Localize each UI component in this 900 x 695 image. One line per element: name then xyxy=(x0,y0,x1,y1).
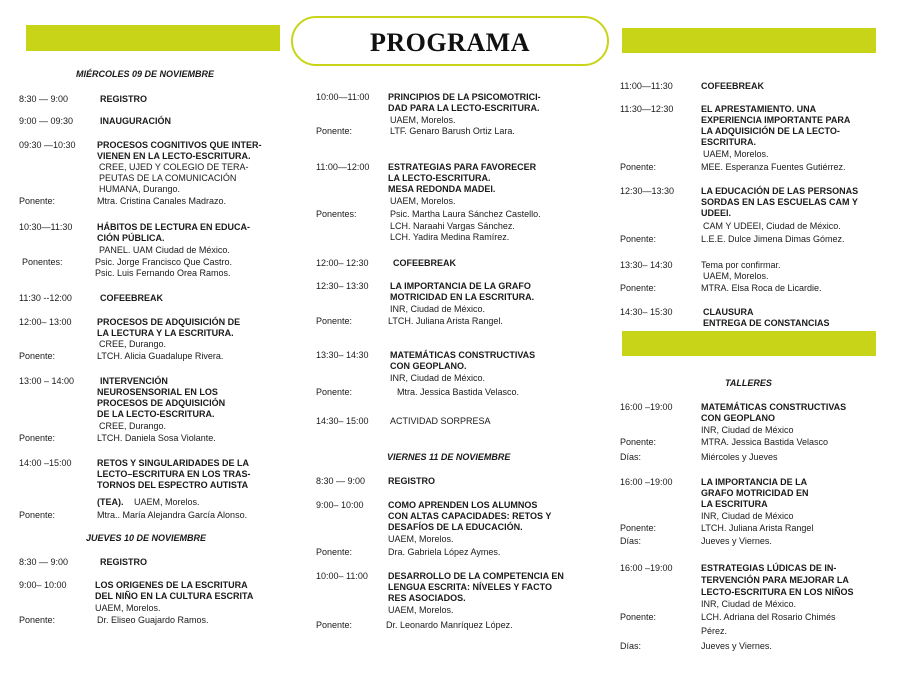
time: 9:00– 10:00 xyxy=(19,580,67,590)
speaker-label: Ponente: xyxy=(620,437,657,447)
session-title: MATEMÁTICAS CONSTRUCTIVAS xyxy=(390,350,536,360)
time: 10:00—11:00 xyxy=(316,92,370,102)
days-label: Días: xyxy=(620,536,642,546)
speaker-name: MTRA. Elsa Roca de Licardie. xyxy=(701,283,822,293)
institution: INR, Ciudad de México. xyxy=(390,373,486,383)
session-title: ACTIVIDAD SORPRESA xyxy=(390,416,491,426)
speaker-name: LTCH. Alicia Guadalupe Rivera. xyxy=(97,351,224,361)
page-title-text: PROGRAMA xyxy=(370,28,530,57)
session-title: DAD PARA LA LECTO-ESCRITURA. xyxy=(388,103,540,113)
time: 12:00– 12:30 xyxy=(316,258,369,268)
time: 16:00 –19:00 xyxy=(620,563,673,573)
session-title: INTERVENCIÓN xyxy=(100,376,168,386)
session-title: DESAFÍOS DE LA EDUCACIÓN. xyxy=(388,522,523,532)
speaker-label: Ponente: xyxy=(316,126,353,136)
speaker-name: MEE. Esperanza Fuentes Gutiérrez. xyxy=(701,162,846,172)
workshop-title: LA ESCRITURA xyxy=(701,499,768,509)
speaker-name: Dra. Gabriela López Aymes. xyxy=(388,547,501,557)
time: 12:30—13:30 xyxy=(620,186,675,196)
speaker-name: L.E.E. Dulce Jimena Dimas Gómez. xyxy=(701,234,845,244)
session-title: DE LA LECTO-ESCRITURA. xyxy=(97,409,215,419)
time: 8:30 — 9:00 xyxy=(19,94,69,104)
days-label: Días: xyxy=(620,641,642,651)
session-title: EXPERIENCIA IMPORTANTE PARA xyxy=(701,115,851,125)
session-title: CON GEOPLANO. xyxy=(390,361,467,371)
session-title: RETOS Y SINGULARIDADES DE LA xyxy=(97,458,250,468)
speaker-name: LTCH. Juliana Arista Rangel. xyxy=(388,316,503,326)
time: 12:00– 13:00 xyxy=(19,317,72,327)
institution: UAEM, Morelos. xyxy=(703,271,769,281)
workshop-title: ESTRATEGIAS LÚDICAS DE IN- xyxy=(701,563,837,573)
time: 9:00 — 09:30 xyxy=(19,116,74,126)
speaker-label: Ponente: xyxy=(620,612,657,622)
session-title: CIÓN PÚBLICA. xyxy=(97,233,165,243)
speaker-name: LCH. Adriana del Rosario Chimés xyxy=(701,612,836,622)
speaker-label: Ponente: xyxy=(316,316,353,326)
session-title: PROCESOS COGNITIVOS QUE INTER- xyxy=(97,140,262,150)
institution: INR, Ciudad de México. xyxy=(701,599,797,609)
session-title: VIENEN EN LA LECTO-ESCRITURA. xyxy=(97,151,251,161)
institution: UAEM, Morelos. xyxy=(388,534,454,544)
speaker-label: Ponentes: xyxy=(316,209,357,219)
session-title: LA LECTO-ESCRITURA. xyxy=(388,173,491,183)
time: 12:30– 13:30 xyxy=(316,281,369,291)
speaker-name: Mtra. Jessica Bastida Velasco. xyxy=(397,387,520,397)
time: 13:30– 14:30 xyxy=(620,260,673,270)
session-title: DEL NIÑO EN LA CULTURA ESCRITA xyxy=(95,591,254,601)
institution: INR, Ciudad de México xyxy=(701,425,794,435)
time: 14:30– 15:00 xyxy=(316,416,369,426)
session-title: (TEA). xyxy=(97,497,124,507)
session-title: DESARROLLO DE LA COMPETENCIA EN xyxy=(388,571,564,581)
session-title: LECTO–ESCRITURA EN LOS TRAS- xyxy=(97,469,251,479)
workshop-title: TERVENCIÓN PARA MEJORAR LA xyxy=(701,575,849,585)
session-title: ENTREGA DE CONSTANCIAS xyxy=(703,318,830,328)
page-title xyxy=(291,16,609,66)
time: 11:30 --12:00 xyxy=(19,293,72,303)
session-title: REGISTRO xyxy=(388,476,436,486)
session-title: LOS ORIGENES DE LA ESCRITURA xyxy=(95,580,248,590)
workshop-title: LECTO-ESCRITURA EN LOS NIÑOS xyxy=(701,587,854,597)
time: 9:00– 10:00 xyxy=(316,500,364,510)
institution: CREE, Durango. xyxy=(99,421,167,431)
speaker-name: Pérez. xyxy=(701,626,728,636)
workshop-title: GRAFO MOTRICIDAD EN xyxy=(701,488,809,498)
day-heading-wednesday: MIÉRCOLES 09 DE NOVIEMBRE xyxy=(76,69,215,79)
speaker-label: Ponente: xyxy=(620,234,657,244)
time: 13:30– 14:30 xyxy=(316,350,369,360)
session-title: INAUGURACIÓN xyxy=(100,116,171,126)
session-title: REGISTRO xyxy=(100,557,148,567)
institution: PANEL. UAM Ciudad de México. xyxy=(99,245,230,255)
speaker-name: Dr. Eliseo Guajardo Ramos. xyxy=(97,615,209,625)
time: 09:30 —10:30 xyxy=(19,140,76,150)
speaker-label: Ponente: xyxy=(620,162,657,172)
session-title: CON ALTAS CAPACIDADES: RETOS Y xyxy=(388,511,552,521)
speaker-label: Ponente: xyxy=(620,283,657,293)
days-value: Jueves y Viernes. xyxy=(701,641,772,651)
speaker-label: Ponente: xyxy=(19,196,56,206)
day-heading-friday: VIERNES 11 DE NOVIEMBRE xyxy=(387,452,511,462)
time: 10:00– 11:00 xyxy=(316,571,368,581)
institution: CREE, UJED Y COLEGIO DE TERA- xyxy=(99,162,249,172)
institution: UAEM, Morelos. xyxy=(390,115,456,125)
session-title: NEUROSENSORIAL EN LOS xyxy=(97,387,218,397)
time: 11:00—11:30 xyxy=(620,81,673,91)
time: 10:30—11:30 xyxy=(19,222,73,232)
institution: HUMANA, Durango. xyxy=(99,184,181,194)
speaker-label: Ponente: xyxy=(19,351,56,361)
institution: UAEM, Morelos. xyxy=(388,605,454,615)
session-title: CLAUSURA xyxy=(703,307,754,317)
speaker-label: Ponente: xyxy=(316,387,353,397)
speaker-label: Ponente: xyxy=(19,615,56,625)
institution: INR, Ciudad de México xyxy=(701,511,794,521)
section-heading-talleres: TALLERES xyxy=(725,378,772,388)
speaker-label: Ponente: xyxy=(620,523,657,533)
day-heading-thursday: JUEVES 10 DE NOVIEMBRE xyxy=(86,533,207,543)
session-title: TORNOS DEL ESPECTRO AUTISTA xyxy=(97,480,249,490)
session-title: REGISTRO xyxy=(100,94,148,104)
speaker-name: Psic. Luis Fernando Orea Ramos. xyxy=(95,268,231,278)
workshop-title: MATEMÁTICAS CONSTRUCTIVAS xyxy=(701,402,847,412)
time: 13:00 – 14:00 xyxy=(19,376,75,386)
speaker-name: Psic. Martha Laura Sánchez Castello. xyxy=(390,209,541,219)
speaker-label: Ponentes: xyxy=(22,257,63,267)
speaker-name: Mtra. Cristina Canales Madrazo. xyxy=(97,196,227,206)
session-title: LA IMPORTANCIA DE LA GRAFO xyxy=(390,281,531,291)
speaker-name: Dr. Leonardo Manríquez López. xyxy=(386,620,513,630)
time: 16:00 –19:00 xyxy=(620,402,673,412)
session-title: PROCESOS DE ADQUISICIÓN xyxy=(97,398,226,408)
institution: CAM Y UDEEI, Ciudad de México. xyxy=(703,221,841,231)
session-title: RES ASOCIADOS. xyxy=(388,593,466,603)
session-title: LA LECTURA Y LA ESCRITURA. xyxy=(97,328,234,338)
session-title: COMO APRENDEN LOS ALUMNOS xyxy=(388,500,538,510)
session-title: LA EDUCACIÓN DE LAS PERSONAS xyxy=(701,186,859,196)
institution: PEUTAS DE LA COMUNICACIÓN xyxy=(99,173,237,183)
session-title: HÁBITOS DE LECTURA EN EDUCA- xyxy=(97,222,251,232)
institution: CREE, Durango. xyxy=(99,339,167,349)
session-title: EL APRESTAMIENTO. UNA xyxy=(701,104,817,114)
session-title: ESTRATEGIAS PARA FAVORECER xyxy=(388,162,537,172)
days-label: Días: xyxy=(620,452,642,462)
time: 11:00—12:00 xyxy=(316,162,370,172)
days-value: Miércoles y Jueves xyxy=(701,452,778,462)
accent-bar-talleres xyxy=(622,331,876,356)
session-title: Tema por confirmar. xyxy=(701,260,781,270)
institution: UAEM, Morelos. xyxy=(390,196,456,206)
institution: UAEM, Morelos. xyxy=(703,149,769,159)
session-title: PRINCIPIOS DE LA PSICOMOTRICI- xyxy=(388,92,541,102)
time: 14:00 –15:00 xyxy=(19,458,72,468)
days-value: Jueves y Viernes. xyxy=(701,536,772,546)
institution: UAEM, Morelos. xyxy=(134,497,200,507)
time: 8:30 — 9:00 xyxy=(19,557,69,567)
accent-bar-right xyxy=(622,28,876,53)
session-title: ESCRITURA. xyxy=(701,137,757,147)
time: 11:30—12:30 xyxy=(620,104,674,114)
speaker-label: Ponente: xyxy=(316,547,353,557)
session-title: COFEEBREAK xyxy=(701,81,765,91)
session-title: MOTRICIDAD EN LA ESCRITURA. xyxy=(390,292,535,302)
speaker-name: MTRA. Jessica Bastida Velasco xyxy=(701,437,829,447)
speaker-name: LTCH. Daniela Sosa Violante. xyxy=(97,433,216,443)
speaker-name: LCH. Yadira Medina Ramírez. xyxy=(390,232,510,242)
session-title: SORDAS EN LAS ESCUELAS CAM Y xyxy=(701,197,858,207)
speaker-name: Psic. Jorge Francisco Que Castro. xyxy=(95,257,233,267)
workshop-title: CON GEOPLANO xyxy=(701,413,776,423)
session-title: LENGUA ESCRITA: NÍVELES Y FACTO xyxy=(388,582,553,592)
institution: UAEM, Morelos. xyxy=(95,603,161,613)
speaker-name: LTCH. Juliana Arista Rangel xyxy=(701,523,814,533)
session-title: MESA REDONDA MADEI. xyxy=(388,184,496,194)
institution: INR, Ciudad de México. xyxy=(390,304,486,314)
session-title: LA ADQUISICIÓN DE LA LECTO- xyxy=(701,126,840,136)
time: 16:00 –19:00 xyxy=(620,477,673,487)
accent-bar-left xyxy=(26,25,280,51)
time: 14:30– 15:30 xyxy=(620,307,673,317)
speaker-label: Ponente: xyxy=(19,510,56,520)
speaker-name: Mtra.. María Alejandra García Alonso. xyxy=(97,510,248,520)
speaker-name: LTF. Genaro Barush Ortiz Lara. xyxy=(390,126,515,136)
speaker-name: LCH. Naraahi Vargas Sánchez. xyxy=(390,221,515,231)
session-title: COFEEBREAK xyxy=(100,293,164,303)
session-title: UDEEI. xyxy=(701,208,732,218)
session-title: COFEEBREAK xyxy=(393,258,457,268)
session-title: PROCESOS DE ADQUISICIÓN DE xyxy=(97,317,241,327)
speaker-label: Ponente: xyxy=(316,620,353,630)
time: 8:30 — 9:00 xyxy=(316,476,366,486)
speaker-label: Ponente: xyxy=(19,433,56,443)
workshop-title: LA IMPORTANCIA DE LA xyxy=(701,477,808,487)
